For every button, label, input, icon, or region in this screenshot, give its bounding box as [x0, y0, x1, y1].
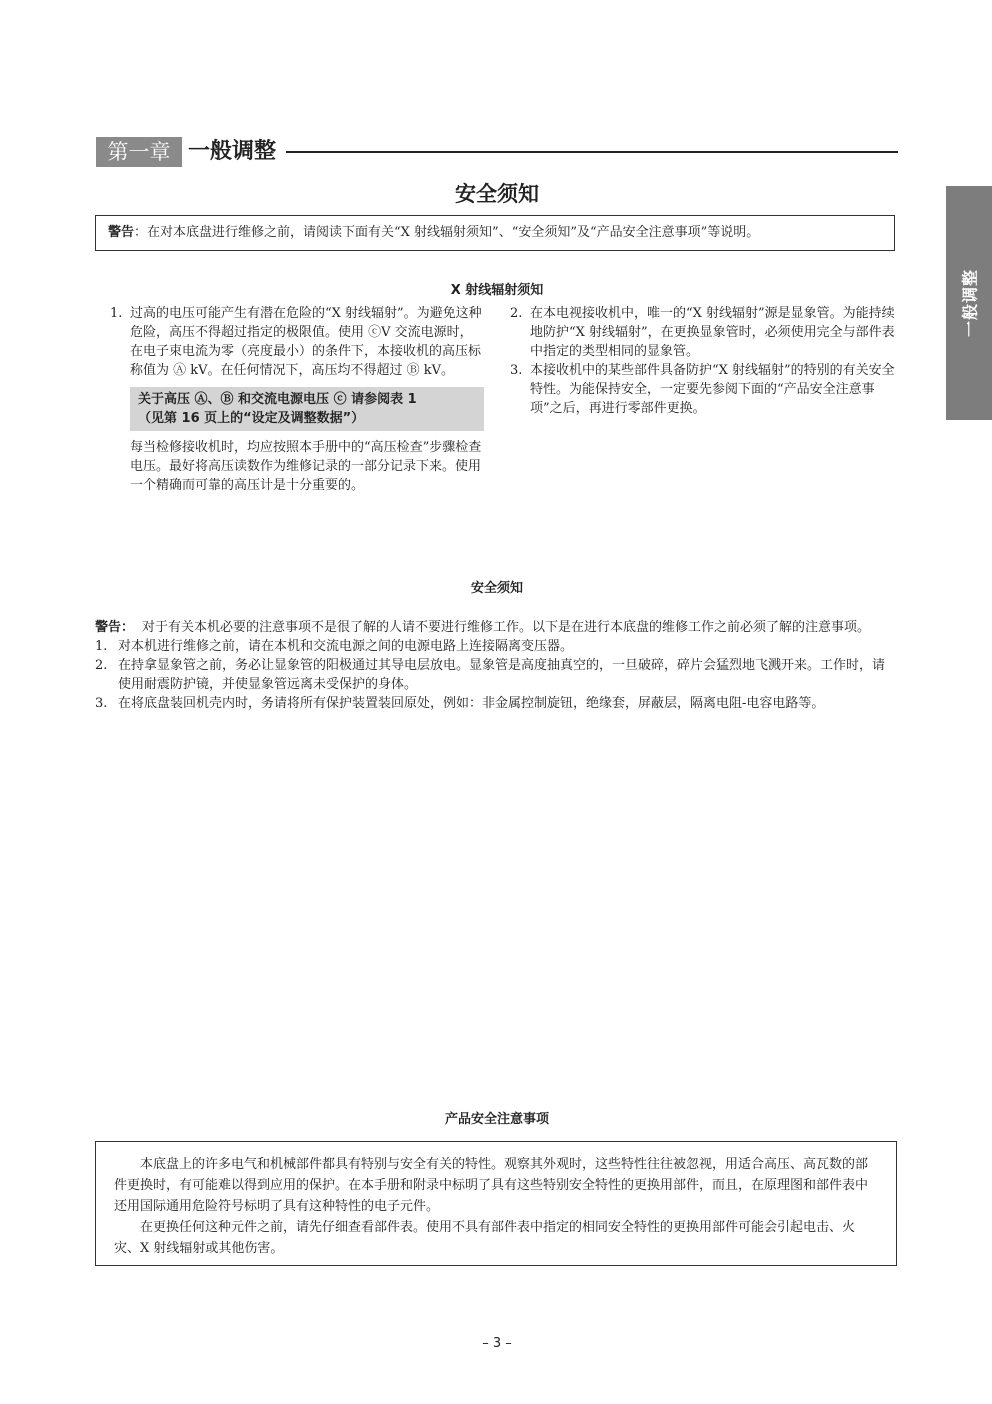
side-tab	[946, 186, 992, 420]
product-safety-box	[95, 1141, 897, 1266]
safety-warning-text: 对于有关本机必要的注意事项不是很了解的人请不要进行维修工作。以下是在进行本底盘的维修工作之前必须了解的注意事项。	[142, 620, 871, 635]
item-text: 过高的电压可能产生有潜在危险的“X 射线辐射”。为避免这种危险，高压不得超过指定的极限值。使用 ⓒV 交流电源时，在电子束电流为零（亮度最小）的条件下，本接收机的高压标称值为 Ⓐ kV。在任何情况下，高压均不得超过 Ⓑ kV。	[130, 306, 482, 378]
safety-warning-label: 警告：	[95, 620, 135, 635]
product-paragraph-1: 本底盘上的许多电气和机械部件都具有特别与安全有关的特性。观察其外观时，这些特性往往被忽视，用适合高压、高瓦数的部件更换时，有可能难以得到应用的保护。在本手册和附录中标明了具有这些特别安全特性的更换用部件，而且，在原理图和部件表中还用国际通用危险符号标明了具有这种特性的电子元件。	[114, 1157, 869, 1214]
item-number: 3.	[95, 696, 108, 711]
item-number: 1.	[110, 306, 123, 321]
xray-item-3	[508, 361, 898, 418]
safety-item-1	[95, 637, 897, 656]
safety-block	[95, 618, 897, 713]
safety-warning	[95, 618, 897, 637]
item-number: 1.	[95, 639, 108, 654]
side-tab-label: 一般调整	[960, 268, 980, 338]
chapter-number: 第一章	[96, 137, 182, 167]
page-title: 安全须知	[455, 182, 539, 206]
item-text: 在本电视接收机中，唯一的“X 射线辐射”源是显象管。为能持续地防护“X 射线辐射”，在更换显象管时，必须使用完全与部件表中指定的类型相同的显象管。	[530, 306, 895, 359]
xray-item-1-continued: 每当检修接收机时，均应按照本手册中的“高压检查”步骤检查电压。最好将高压读数作为维修记录的一部分记录下来。使用一个精确而可靠的高压计是十分重要的。	[130, 440, 482, 493]
safety-item-3	[95, 694, 897, 713]
xray-right-column	[508, 304, 898, 418]
page-number: – 3 –	[482, 1336, 512, 1351]
xray-item-2	[508, 304, 898, 361]
item-number: 2.	[95, 658, 108, 673]
warning-label: 警告	[108, 225, 135, 240]
item-text: 本接收机中的某些部件具备防护“X 射线辐射”的特别的有关安全特性。为能保持安全，一定要先参阅下面的“产品安全注意事项”之后，再进行零部件更换。	[530, 363, 895, 416]
xray-left-column	[108, 304, 484, 495]
reference-note-line-1: 关于高压 Ⓐ、Ⓑ 和交流电源电压 ⓒ 请参阅表 1	[138, 392, 417, 407]
reference-note-line-2: （见第 16 页上的“设定及调整数据”）	[138, 411, 365, 426]
safety-heading: 安全须知	[470, 581, 523, 596]
warning-box	[95, 215, 895, 251]
chapter-title: 一般调整	[188, 139, 277, 164]
reference-note-box	[130, 387, 484, 431]
chapter-rule	[286, 151, 898, 153]
item-text: 在持拿显象管之前，务必让显象管的阳极通过其导电层放电。显象管是高度抽真空的，一旦破碎，碎片会猛烈地飞溅开来。工作时，请使用耐震防护镜，并使显象管远离未受保护的身体。	[118, 658, 886, 692]
safety-item-2	[95, 656, 897, 694]
warning-text: ：在对本底盘进行维修之前，请阅读下面有关“X 射线辐射须知”、“安全须知”及“产品安全注意事项”等说明。	[134, 225, 760, 240]
item-text: 在将底盘装回机壳内时，务请将所有保护装置装回原处，例如：非金属控制旋钮，绝缘套，屏蔽层，隔离电阻-电容电路等。	[118, 696, 825, 711]
xray-heading: X 射线辐射须知	[450, 283, 544, 298]
item-number: 3.	[510, 363, 523, 378]
product-heading: 产品安全注意事项	[444, 1112, 549, 1127]
product-paragraph-2: 在更换任何这种元件之前，请先仔细查看部件表。使用不具有部件表中指定的相同安全特性的更换用部件可能会引起电击、火灾、X 射线辐射或其他伤害。	[114, 1220, 856, 1256]
item-text: 对本机进行维修之前，请在本机和交流电源之间的电源电路上连接隔离变压器。	[118, 639, 574, 654]
xray-item-1	[108, 304, 484, 380]
item-number: 2.	[510, 306, 523, 321]
chapter-header	[96, 137, 898, 167]
